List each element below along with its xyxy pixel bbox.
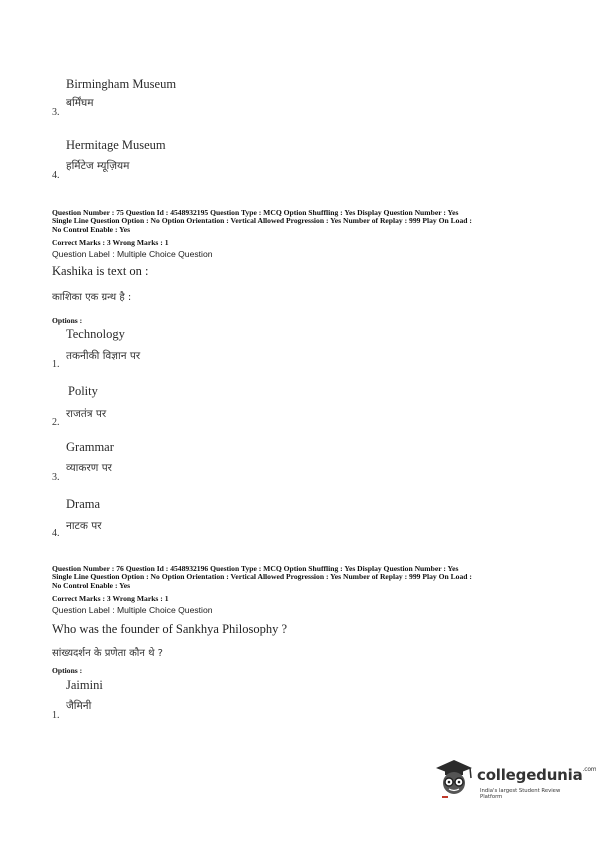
question-76-label: Question Label : Multiple Choice Question <box>52 605 213 615</box>
question-75-label: Question Label : Multiple Choice Question <box>52 249 213 259</box>
option-text-hi: हर्मिटेज म्यूज़ियम <box>66 160 130 172</box>
question-76-marks: Correct Marks : 3 Wrong Marks : 1 <box>52 594 169 603</box>
question-75-options-heading: Options : <box>52 316 83 325</box>
option-number: 3. <box>52 472 60 483</box>
meta-line: Single Line Question Option : No Option Orientation : Vertical Allowed Progression : Yes Number of Replay : 999 Play On Load : <box>52 216 472 226</box>
question-75-text-en: Kashika is text on : <box>52 264 149 278</box>
option-text-en: Jaimini <box>66 678 103 692</box>
option-text-hi: बर्मिंघम <box>66 97 94 109</box>
meta-line: No Control Enable : Yes <box>52 580 131 590</box>
option-text-hi: नाटक पर <box>66 520 102 532</box>
option-text-en: Polity <box>68 384 98 398</box>
meta-line: No Control Enable : Yes <box>52 224 131 234</box>
brand-tagline: India's largest Student Review Platform <box>480 788 561 800</box>
meta-line: Single Line Question Option : No Option Orientation : Vertical Allowed Progression : Yes Number of Replay : 999 Play On Load : <box>52 572 472 582</box>
graduate-mascot-icon <box>432 758 474 802</box>
brand-text: collegedunia <box>477 766 583 784</box>
option-text-en: Technology <box>66 327 125 341</box>
option-text-en: Birmingham Museum <box>66 77 177 91</box>
option-text-hi: व्याकरण पर <box>66 462 112 474</box>
question-75-text-hi: काशिका एक ग्रन्थ है : <box>52 292 132 303</box>
option-number: 1. <box>52 710 60 721</box>
option-number: 4. <box>52 170 60 181</box>
question-76-text-hi: सांख्यदर्शन के प्रणेता कौन थे ? <box>52 648 163 659</box>
option-number: 2. <box>52 417 60 428</box>
option-number: 3. <box>52 107 60 118</box>
question-75-meta <box>52 209 552 234</box>
option-text-en: Grammar <box>66 440 114 454</box>
meta-line: Question Number : 76 Question Id : 4548932196 Question Type : MCQ Option Shuffling : Yes Display Question Number : Yes <box>52 564 459 573</box>
option-number: 1. <box>52 359 60 370</box>
option-number: 4. <box>52 528 60 539</box>
brand-name <box>477 766 596 784</box>
question-76-text-en: Who was the founder of Sankhya Philosophy ? <box>52 622 288 636</box>
question-76-meta <box>52 565 552 590</box>
option-text-hi: राजतंत्र पर <box>66 408 107 420</box>
option-text-en: Drama <box>66 497 101 511</box>
brand-tld: .com <box>582 766 596 773</box>
question-75-marks: Correct Marks : 3 Wrong Marks : 1 <box>52 238 169 247</box>
option-text-hi: तकनीकी विज्ञान पर <box>66 350 141 362</box>
option-text-hi: जैमिनी <box>66 700 92 712</box>
collegedunia-logo <box>432 758 596 802</box>
question-76-options-heading: Options : <box>52 666 83 675</box>
option-text-en: Hermitage Museum <box>66 138 166 152</box>
meta-line: Question Number : 75 Question Id : 4548932195 Question Type : MCQ Option Shuffling : Yes Display Question Number : Yes <box>52 208 459 217</box>
